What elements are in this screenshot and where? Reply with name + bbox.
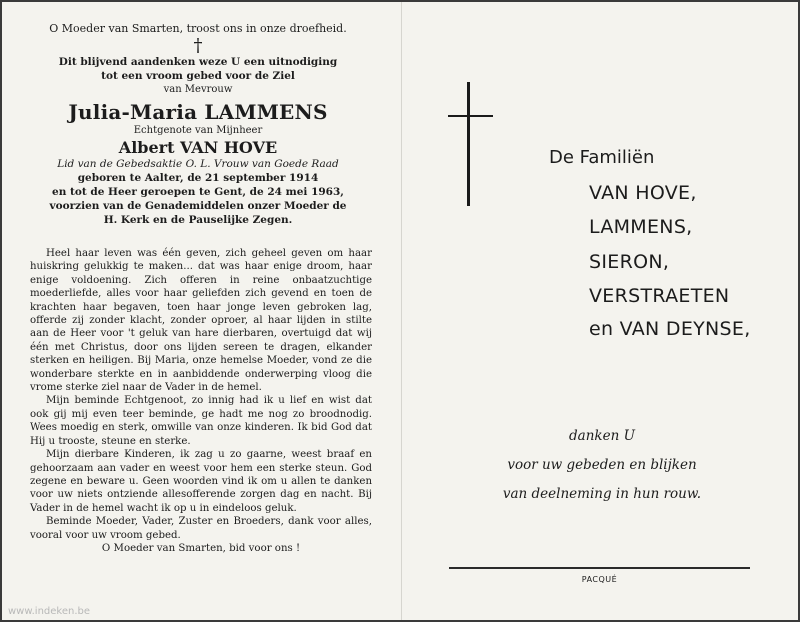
paragraph-life: Heel haar leven was één geven, zich geheel geven om haar huiskring gelukkig te maken... dat was haar enige droom, haar enige voldoening. Zich offeren in reine onbaatzuchtige moederliefde, alles voor haar geliefden zich gevend en toen de krachten haar begaven, toen haar jonge leven gebroken lag, offerde zij zonder klacht, zonder oproer, al haar lijden in stilte aan de Heer voor 't geluk van hare dierbaren, overtuigd dat wij één met Christus, door ons lijden sereen te dragen, elkander sterken en heiligen. Bij Maria, onze hemelse Moeder, vond ze die wonderbare sterkte en in aanbiddende onderwerping vloog die vrome sterke ziel naar de Vader in de hemel. — [30, 248, 372, 394]
memorial-text — [22, 247, 374, 555]
intro-prayer: O Moeder van Smarten, troost ons in onze droefheid. — [49, 22, 347, 35]
fold-line — [401, 2, 402, 620]
printer-name: PACQUÉ — [581, 575, 618, 584]
invite-line-2: tot een vroom gebed voor de Ziel — [101, 70, 295, 82]
thanks-line-1: danken U — [569, 428, 635, 444]
watermark: www.indeken.be — [8, 606, 91, 617]
small-cross-icon: † — [193, 35, 203, 56]
death-date: en tot de Heer geroepen te Gent, de 24 mei 1963, — [52, 186, 344, 198]
cross-vertical — [467, 82, 470, 206]
invite-line-3: van Mevrouw — [163, 84, 233, 95]
membership: Lid van de Gebedsaktie O. L. Vrouw van Goede Raad — [57, 158, 339, 170]
family-name: SIERON, — [589, 251, 670, 273]
deceased-name: Julia-Maria LAMMENS — [68, 100, 328, 124]
sacraments-line-2: H. Kerk en de Pauselijke Zegen. — [103, 214, 293, 226]
cross-horizontal — [448, 115, 493, 117]
sacraments-line-1: voorzien van de Genademiddelen onzer Moeder de — [49, 200, 347, 212]
family-name: VAN HOVE, — [589, 182, 697, 204]
spouse-name: Albert VAN HOVE — [118, 138, 278, 157]
invite-line-1: Dit blijvend aandenken weze U een uitnodiging — [58, 56, 338, 68]
family-name: VERSTRAETEN — [589, 285, 730, 307]
paragraph-children: Mijn dierbare Kinderen, ik zag u zo gaarne, weest braaf en gehoorzaam aan vader en weest voor hem een sterke steun. God zegene en beware u. Geen woorden vind ik om u allen te danken voor uw niets ontziende allesofferende zorgen dag en nacht. Bij Vader in de hemel wacht ik op u in eindeloos geluk. — [30, 449, 372, 514]
families-title: De Familiën — [549, 147, 655, 168]
spouse-of: Echtgenote van Mijnheer — [133, 125, 263, 136]
bottom-rule — [449, 567, 750, 569]
closing-prayer: O Moeder van Smarten, bid voor ons ! — [101, 542, 301, 554]
paragraph-family: Beminde Moeder, Vader, Zuster en Broeders, dank voor alles, vooral voor uw vroom gebed. — [30, 516, 372, 541]
left-panel — [22, 10, 374, 555]
family-name: en VAN DEYNSE, — [589, 318, 751, 340]
paragraph-husband: Mijn beminde Echtgenoot, zo innig had ik u lief en wist dat ook gij mij even teer beminde, ge hadt me nog zo broodnodig. Wees moedig en sterk, omwille van onze kinderen. Ik bid God dat Hij u trooste, steune en sterke. — [30, 395, 372, 447]
birth-date: geboren te Aalter, de 21 september 1914 — [77, 172, 319, 184]
thanks-line-3: van deelneming in hun rouw. — [502, 486, 702, 502]
family-name: LAMMENS, — [589, 216, 693, 238]
thanks-line-2: voor uw gebeden en blijken — [507, 457, 697, 473]
